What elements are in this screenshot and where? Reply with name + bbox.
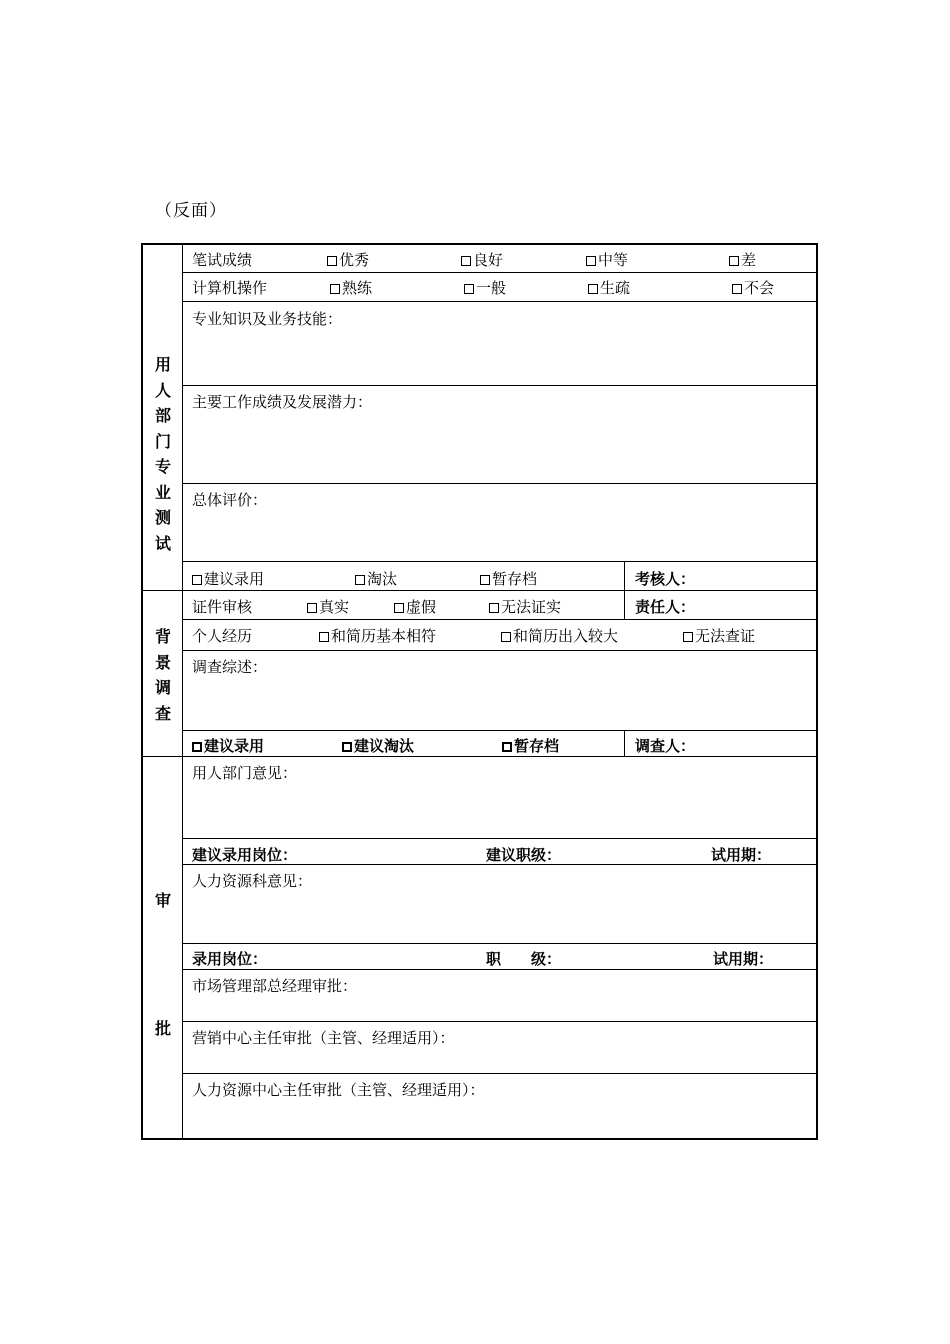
checkbox[interactable] (729, 256, 739, 266)
option-excellent[interactable]: 优秀 (327, 251, 369, 269)
checkbox[interactable] (307, 603, 317, 613)
hr-opinion-field[interactable]: 人力资源科意见： (192, 872, 313, 890)
checkbox[interactable] (192, 575, 202, 585)
option-proficient[interactable]: 熟练 (330, 279, 372, 297)
option-cannot[interactable]: 不会 (732, 279, 774, 297)
computer-label: 计算机操作 (192, 279, 268, 297)
suggest-grade-field[interactable]: 建议职级： (486, 846, 562, 864)
option-bg-archive[interactable]: 暂存档 (502, 737, 559, 755)
checkbox[interactable] (683, 632, 693, 642)
option-genuine[interactable]: 真实 (307, 598, 349, 616)
row-divider (183, 650, 816, 651)
option-average[interactable]: 中等 (586, 251, 628, 269)
checkbox[interactable] (394, 603, 404, 613)
row-divider (183, 272, 816, 273)
checkbox[interactable] (464, 284, 474, 294)
dept-opinion-field[interactable]: 用人部门意见： (192, 764, 298, 782)
checkbox[interactable] (319, 632, 329, 642)
option-unverifiable[interactable]: 无法证实 (489, 598, 561, 616)
written-score-label: 笔试成绩 (192, 251, 253, 269)
row-divider (183, 969, 816, 970)
responsible-field[interactable]: 责任人： (635, 598, 696, 616)
summary-field[interactable]: 调查综述： (192, 658, 268, 676)
section-divider (143, 756, 816, 757)
probation-field[interactable]: 试用期： (713, 950, 774, 968)
row-divider (183, 385, 816, 386)
section-label-test: 用 人 部 门 专 业 测 试 (154, 355, 171, 553)
section-divider (143, 590, 816, 591)
row-divider (183, 838, 816, 839)
checkbox[interactable] (330, 284, 340, 294)
achievements-field[interactable]: 主要工作成绩及发展潜力： (192, 393, 373, 411)
checkbox[interactable] (192, 742, 202, 752)
cell-divider (624, 730, 625, 756)
option-eliminate[interactable]: 淘汰 (355, 570, 397, 588)
row-divider (183, 561, 816, 562)
cell-divider (624, 561, 625, 619)
certificate-label: 证件审核 (192, 598, 253, 616)
evaluation-form (141, 243, 818, 1140)
suggest-post-field[interactable]: 建议录用岗位： (192, 846, 298, 864)
checkbox[interactable] (355, 575, 365, 585)
option-uncheckable[interactable]: 无法查证 (683, 627, 755, 645)
section-label-background: 背 景 调 查 (154, 627, 171, 723)
section-label-approve-2: 批 (154, 1019, 171, 1038)
experience-label: 个人经历 (192, 627, 253, 645)
option-ordinary[interactable]: 一般 (464, 279, 506, 297)
row-divider (183, 943, 816, 944)
assessor-field[interactable]: 考核人： (635, 570, 696, 588)
suggest-probation-field[interactable]: 试用期： (711, 846, 772, 864)
checkbox[interactable] (327, 256, 337, 266)
checkbox[interactable] (461, 256, 471, 266)
option-fake[interactable]: 虚假 (394, 598, 436, 616)
grade-field[interactable]: 职 级： (486, 950, 562, 968)
checkbox[interactable] (489, 603, 499, 613)
page-label: （反面） (155, 201, 227, 221)
option-discrepant[interactable]: 和简历出入较大 (501, 627, 618, 645)
hr-director-approval[interactable]: 人力资源中心主任审批（主管、经理适用）： (192, 1081, 485, 1099)
row-divider (183, 619, 816, 620)
checkbox[interactable] (480, 575, 490, 585)
checkbox[interactable] (501, 632, 511, 642)
checkbox[interactable] (342, 742, 352, 752)
option-good[interactable]: 良好 (461, 251, 503, 269)
row-divider (183, 483, 816, 484)
section-label-approve-1: 审 (154, 891, 171, 910)
option-unfamiliar[interactable]: 生疏 (588, 279, 630, 297)
option-consistent[interactable]: 和简历基本相符 (319, 627, 436, 645)
row-divider (183, 730, 816, 731)
market-gm-approval[interactable]: 市场管理部总经理审批： (192, 977, 358, 995)
checkbox[interactable] (732, 284, 742, 294)
option-archive[interactable]: 暂存档 (480, 570, 537, 588)
post-field[interactable]: 录用岗位： (192, 950, 268, 968)
row-divider (183, 864, 816, 865)
option-recommend-hire[interactable]: 建议录用 (192, 570, 264, 588)
overall-field[interactable]: 总体评价： (192, 491, 268, 509)
row-divider (183, 301, 816, 302)
option-bg-eliminate[interactable]: 建议淘汰 (342, 737, 414, 755)
checkbox[interactable] (588, 284, 598, 294)
option-bg-recommend-hire[interactable]: 建议录用 (192, 737, 264, 755)
checkbox[interactable] (586, 256, 596, 266)
investigator-field[interactable]: 调查人： (635, 737, 696, 755)
option-poor[interactable]: 差 (729, 251, 756, 269)
marketing-director-approval[interactable]: 营销中心主任审批（主管、经理适用）： (192, 1029, 455, 1047)
knowledge-field[interactable]: 专业知识及业务技能： (192, 310, 343, 328)
row-divider (183, 1073, 816, 1074)
row-divider (183, 1021, 816, 1022)
checkbox[interactable] (502, 742, 512, 752)
